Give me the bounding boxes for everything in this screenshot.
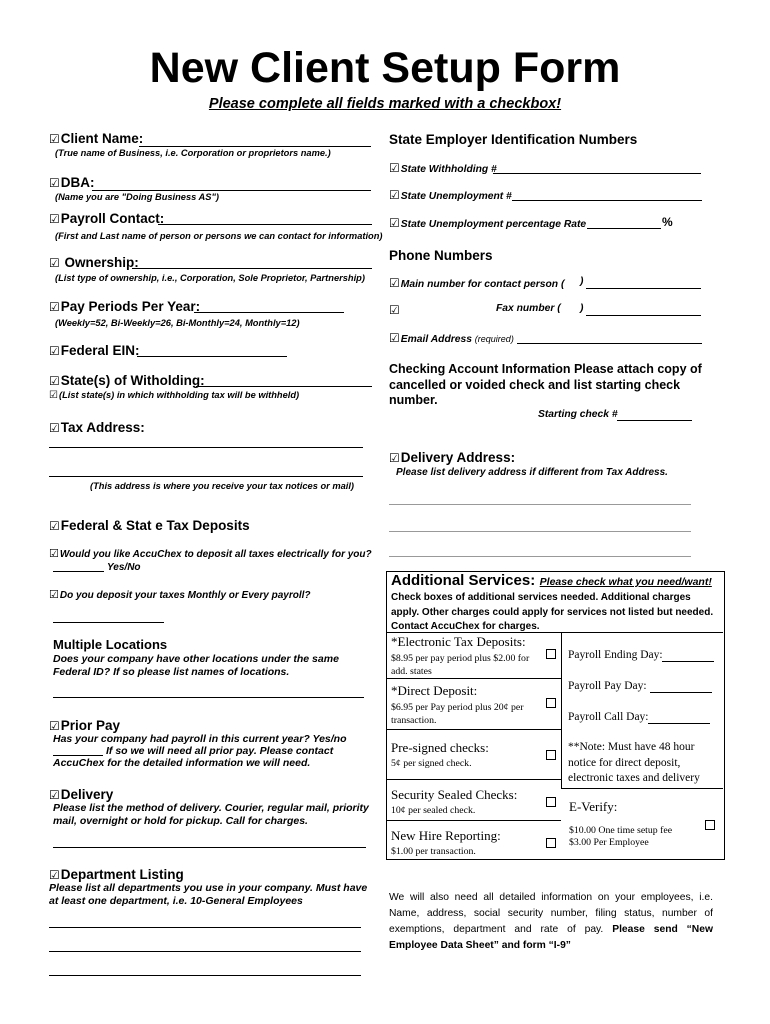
state-withholding-field[interactable] xyxy=(493,173,701,174)
checkbox-icon: ☑ xyxy=(389,451,400,465)
email-label[interactable]: ☑Email Address (required) xyxy=(389,331,514,345)
fax-checkbox[interactable] xyxy=(389,303,401,317)
checkbox-icon: ☑ xyxy=(49,374,60,388)
client-name-label[interactable]: ☑Client Name: xyxy=(49,131,144,146)
email-field[interactable] xyxy=(517,343,702,344)
federal-ein-label[interactable]: ☑Federal EIN: xyxy=(49,343,140,358)
monthly-field[interactable] xyxy=(53,622,164,623)
department-line-1[interactable] xyxy=(49,927,361,928)
checkbox-icon: ☑ xyxy=(389,188,400,202)
services-row-divider xyxy=(386,729,561,730)
phone-heading: Phone Numbers xyxy=(389,248,493,263)
newhire-checkbox[interactable] xyxy=(546,838,556,848)
checkbox-icon: ☑ xyxy=(49,421,60,435)
everify-price-1: $10.00 One time setup fee xyxy=(569,825,673,836)
multiple-locations-field[interactable] xyxy=(53,697,364,698)
main-number-label[interactable]: ☑Main number for contact person ( xyxy=(389,276,565,290)
state-unemployment-label[interactable]: ☑State Unemployment # xyxy=(389,188,512,202)
unemployment-rate-label[interactable]: ☑State Unemployment percentage Rate xyxy=(389,216,587,230)
state-unemployment-field[interactable] xyxy=(512,200,702,201)
starting-check-label: Starting check # xyxy=(538,409,618,420)
etd-title: *Electronic Tax Deposits: xyxy=(391,634,526,649)
department-listing-label[interactable]: ☑Department Listing xyxy=(49,867,184,882)
unemployment-rate-field[interactable] xyxy=(587,228,661,229)
checkbox-icon: ☑ xyxy=(49,390,58,401)
seid-heading: State Employer Identification Numbers xyxy=(389,132,638,147)
services-note: **Note: Must have 48 hour notice for direct deposit, electronic taxes and delivery xyxy=(568,741,700,784)
prior-pay-label[interactable]: ☑Prior Pay xyxy=(49,718,121,733)
checkbox-icon: ☑ xyxy=(49,547,59,560)
main-number-paren: ) xyxy=(580,276,584,287)
presigned-title: Pre-signed checks: xyxy=(391,740,489,755)
dba-note: (Name you are "Doing Business AS") xyxy=(55,192,219,202)
delivery-address-line-2[interactable] xyxy=(389,531,691,532)
checkbox-icon: ☑ xyxy=(49,132,60,146)
payroll-contact-field[interactable] xyxy=(158,224,372,225)
fed-state-tax-label[interactable]: ☑Federal & Stat e Tax Deposits xyxy=(49,518,250,533)
checkbox-icon: ☑ xyxy=(49,300,60,314)
department-line-2[interactable] xyxy=(49,951,361,952)
checkbox-icon: ☑ xyxy=(389,331,400,345)
newhire-price: $1.00 per transaction. xyxy=(391,846,476,857)
dba-field[interactable] xyxy=(92,190,371,191)
fax-number-label: Fax number ( xyxy=(496,303,561,314)
payroll-contact-note: (First and Last name of person or persons we can contact for information) xyxy=(55,231,383,241)
sealed-title: Security Sealed Checks: xyxy=(391,787,518,802)
pay-periods-note: (Weekly=52, Bi-Weekly=26, Bi-Monthly=24, Monthly=12) xyxy=(55,318,300,328)
everify-checkbox[interactable] xyxy=(705,820,715,830)
dd-checkbox[interactable] xyxy=(546,698,556,708)
fax-number-field[interactable] xyxy=(586,315,701,316)
multiple-locations-heading: Multiple Locations xyxy=(53,637,168,652)
sealed-price: 10¢ per sealed check. xyxy=(391,805,476,816)
percent-sign: % xyxy=(662,215,673,229)
yes-no-label: Yes/No xyxy=(107,562,141,573)
delivery-label[interactable]: ☑Delivery xyxy=(49,787,114,802)
states-label[interactable]: ☑State(s) of Witholding: xyxy=(49,373,205,388)
checkbox-icon: ☑ xyxy=(49,588,59,601)
ownership-field[interactable] xyxy=(132,268,372,269)
etd-price: $8.95 per pay period plus $2.00 for add. states xyxy=(391,653,530,677)
form-title: New Client Setup Form xyxy=(149,44,621,92)
ownership-note: (List type of ownership, i.e., Corporation, Sole Proprietor, Partnership) xyxy=(55,273,365,283)
services-row-divider xyxy=(386,779,561,780)
pay-periods-label[interactable]: ☑Pay Periods Per Year: xyxy=(49,299,201,314)
services-divider xyxy=(386,632,723,633)
prior-pay-text-3: AccuChex for the detailed information we will need. xyxy=(53,757,311,769)
checking-heading: Checking Account Information Please attach copy of cancelled or voided check and list starting check number. xyxy=(389,362,702,407)
checkbox-icon: ☑ xyxy=(49,719,60,733)
delivery-address-line-1[interactable] xyxy=(389,504,691,505)
checkbox-icon: ☑ xyxy=(49,256,60,270)
services-title: Additional Services: Please check what you need/want! xyxy=(391,572,712,589)
ownership-label[interactable]: ☑ Ownership: xyxy=(49,255,139,270)
checkbox-icon: ☑ xyxy=(389,303,400,317)
pay-periods-field[interactable] xyxy=(194,312,344,313)
states-note: ☑(List state(s) in which withholding tax will be withheld) xyxy=(49,390,300,401)
payroll-contact-label[interactable]: ☑Payroll Contact: xyxy=(49,211,165,226)
state-withholding-label[interactable]: ☑State Withholding # xyxy=(389,161,497,175)
sealed-checkbox[interactable] xyxy=(546,797,556,807)
starting-check-field[interactable] xyxy=(617,420,692,421)
checkbox-icon: ☑ xyxy=(389,216,400,230)
newhire-title: New Hire Reporting: xyxy=(391,828,501,843)
services-row-divider xyxy=(386,820,561,821)
deposit-question[interactable]: ☑Would you like AccuChex to deposit all taxes electrically for you? xyxy=(49,547,372,560)
etd-checkbox[interactable] xyxy=(546,649,556,659)
tax-address-line-2[interactable] xyxy=(49,476,363,477)
everify-price-2: $3.00 Per Employee xyxy=(569,837,649,848)
everify-title: E-Verify: xyxy=(569,799,618,814)
delivery-field[interactable] xyxy=(53,847,366,848)
dba-label[interactable]: ☑DBA: xyxy=(49,175,95,190)
pay-day-field[interactable] xyxy=(650,692,712,693)
prior-pay-field[interactable] xyxy=(53,755,103,756)
call-day-label: Payroll Call Day: xyxy=(568,711,649,723)
checkbox-icon: ☑ xyxy=(49,868,60,882)
delivery-address-note: Please list delivery address if different from Tax Address. xyxy=(396,467,668,478)
ending-day-label: Payroll Ending Day: xyxy=(568,649,663,661)
checkbox-icon: ☑ xyxy=(49,176,60,190)
prior-pay-text-2: If so we will need all prior pay. Please contact xyxy=(106,745,334,757)
everify-divider xyxy=(561,788,723,789)
yes-no-field[interactable] xyxy=(53,571,104,572)
checkbox-icon: ☑ xyxy=(49,788,60,802)
main-number-field[interactable] xyxy=(586,288,701,289)
tax-address-label[interactable]: ☑Tax Address: xyxy=(49,420,145,435)
states-field[interactable] xyxy=(196,386,372,387)
checkbox-icon: ☑ xyxy=(389,276,400,290)
delivery-address-line-3[interactable] xyxy=(389,556,691,557)
presigned-checkbox[interactable] xyxy=(546,750,556,760)
checkbox-icon: ☑ xyxy=(389,161,400,175)
checkbox-icon: ☑ xyxy=(49,212,60,226)
delivery-text: Please list the method of delivery. Courier, regular mail, priority mail, overnight or hold for pickup. Call for charges. xyxy=(53,802,369,827)
department-line-3[interactable] xyxy=(49,975,361,976)
services-column-divider xyxy=(561,632,562,788)
tax-address-note: (This address is where you receive your tax notices or mail) xyxy=(90,481,355,491)
department-text: Please list all departments you use in your company. Must have at least one department, i.e. 10-General Employees xyxy=(49,882,368,907)
pay-day-label: Payroll Pay Day: xyxy=(568,680,647,692)
form-subtitle: Please complete all fields marked with a checkbox! xyxy=(208,96,562,112)
client-name-note: (True name of Business, i.e. Corporation or proprietors name.) xyxy=(55,148,331,158)
ending-day-field[interactable] xyxy=(662,661,714,662)
call-day-field[interactable] xyxy=(648,723,710,724)
monthly-question[interactable]: ☑Do you deposit your taxes Monthly or Every payroll? xyxy=(49,588,311,601)
checkbox-icon: ☑ xyxy=(49,344,60,358)
federal-ein-field[interactable] xyxy=(137,356,287,357)
dd-title: *Direct Deposit: xyxy=(391,683,478,698)
fax-number-paren: ) xyxy=(580,303,584,314)
delivery-address-label[interactable]: ☑Delivery Address: xyxy=(389,450,516,465)
checkbox-icon: ☑ xyxy=(49,519,60,533)
multiple-locations-text: Does your company have other locations under the same Federal ID? If so please list names of locations. xyxy=(53,653,339,678)
tax-address-line-1[interactable] xyxy=(49,447,363,448)
services-row-divider xyxy=(386,678,561,679)
employee-info-paragraph: We will also need all detailed information on your employees, i.e. Name, address, social security number, filing status, number of exemptions, department and rate of pay. Please send “New Employee Data Sheet” and form “I-9” xyxy=(389,892,713,951)
services-intro: Check boxes of additional services needed. Additional charges apply. Other charges could apply for services not listed but needed. Contact AccuChex for charges. xyxy=(391,592,714,632)
presigned-price: 5¢ per signed check. xyxy=(391,758,472,769)
prior-pay-text-1: Has your company had payroll in this current year? Yes/no xyxy=(53,733,347,745)
client-name-field[interactable] xyxy=(139,146,371,147)
dd-price: $6.95 per Pay period plus 20¢ per transaction. xyxy=(391,702,524,726)
